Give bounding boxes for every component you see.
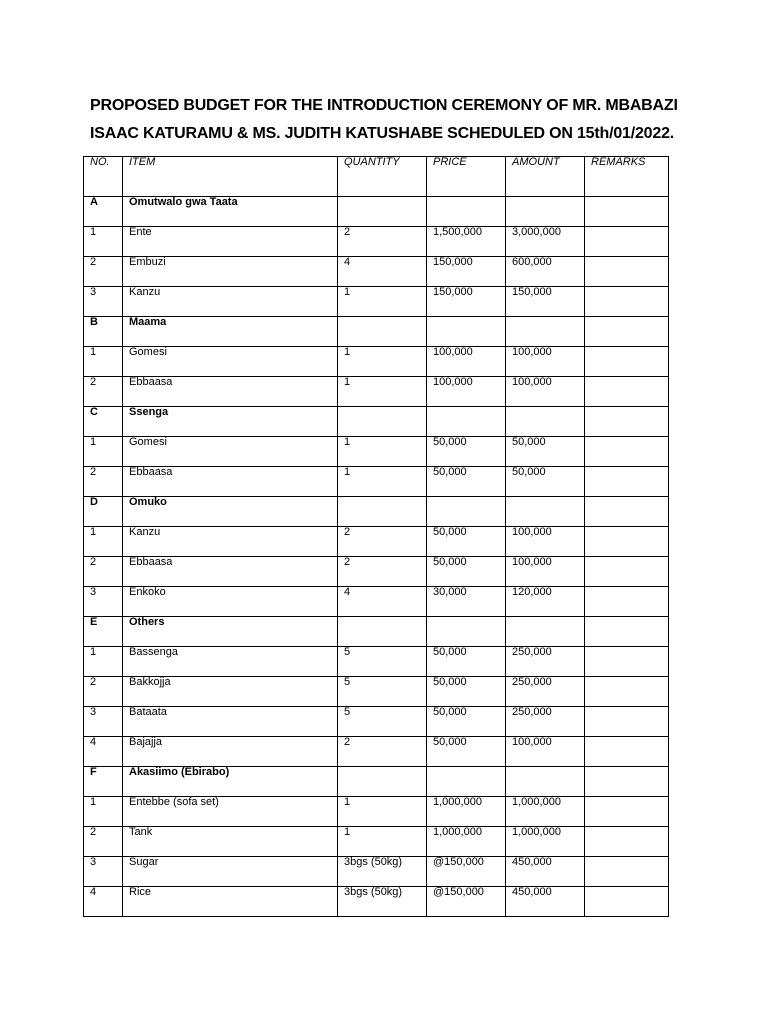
cell-remarks — [585, 497, 669, 527]
table-row — [84, 227, 669, 257]
cell-price: 150,000 — [427, 287, 506, 317]
cell-amount — [506, 497, 585, 527]
cell-no: 2 — [84, 557, 123, 587]
cell-item: Maama — [123, 317, 338, 347]
cell-no: F — [84, 767, 123, 797]
cell-item: Entebbe (sofa set) — [123, 797, 338, 827]
table-row — [84, 647, 669, 677]
cell-no: 2 — [84, 827, 123, 857]
cell-quantity: 2 — [338, 737, 427, 767]
cell-amount: 100,000 — [506, 527, 585, 557]
cell-price: 1,500,000 — [427, 227, 506, 257]
table-row — [84, 677, 669, 707]
cell-amount: 120,000 — [506, 587, 585, 617]
section-row — [84, 197, 669, 227]
cell-amount: 100,000 — [506, 557, 585, 587]
cell-no: 3 — [84, 857, 123, 887]
cell-quantity — [338, 197, 427, 227]
cell-quantity: 2 — [338, 557, 427, 587]
cell-remarks — [585, 527, 669, 557]
cell-price: 50,000 — [427, 557, 506, 587]
cell-item: Kanzu — [123, 287, 338, 317]
cell-price: @150,000 — [427, 887, 506, 917]
cell-quantity — [338, 407, 427, 437]
cell-amount: 600,000 — [506, 257, 585, 287]
cell-quantity — [338, 617, 427, 647]
budget-table — [83, 156, 669, 917]
cell-price — [427, 407, 506, 437]
cell-no: B — [84, 317, 123, 347]
cell-remarks — [585, 257, 669, 287]
cell-no: 2 — [84, 677, 123, 707]
cell-no: 2 — [84, 467, 123, 497]
cell-amount: 1,000,000 — [506, 797, 585, 827]
cell-quantity: 2 — [338, 527, 427, 557]
cell-quantity: 4 — [338, 587, 427, 617]
cell-amount — [506, 407, 585, 437]
cell-no: 3 — [84, 587, 123, 617]
cell-price: 100,000 — [427, 377, 506, 407]
section-row — [84, 497, 669, 527]
cell-remarks — [585, 767, 669, 797]
table-row — [84, 857, 669, 887]
cell-amount: 100,000 — [506, 737, 585, 767]
cell-remarks — [585, 557, 669, 587]
cell-item: Gomesi — [123, 437, 338, 467]
cell-remarks — [585, 827, 669, 857]
cell-no: 1 — [84, 797, 123, 827]
cell-price — [427, 317, 506, 347]
cell-price: @150,000 — [427, 857, 506, 887]
cell-quantity: 1 — [338, 347, 427, 377]
cell-remarks — [585, 287, 669, 317]
cell-remarks — [585, 407, 669, 437]
table-row — [84, 827, 669, 857]
cell-amount — [506, 617, 585, 647]
cell-remarks — [585, 377, 669, 407]
cell-quantity: 3bgs (50kg) — [338, 887, 427, 917]
title-line-2: ISAAC KATURAMU & MS. JUDITH KATUSHABE SCHEDULED ON 15th/01/2022. — [90, 125, 675, 142]
page-title — [90, 92, 690, 148]
cell-item: Enkoko — [123, 587, 338, 617]
cell-amount: 100,000 — [506, 347, 585, 377]
cell-amount: 1,000,000 — [506, 827, 585, 857]
cell-no: 2 — [84, 257, 123, 287]
cell-quantity: 5 — [338, 677, 427, 707]
table-row — [84, 737, 669, 767]
cell-no: 3 — [84, 287, 123, 317]
cell-remarks — [585, 197, 669, 227]
cell-price: 1,000,000 — [427, 797, 506, 827]
cell-item: Omutwalo gwa Taata — [123, 197, 338, 227]
cell-no: 1 — [84, 227, 123, 257]
table-row — [84, 467, 669, 497]
cell-item: Ebbaasa — [123, 557, 338, 587]
cell-quantity: 3bgs (50kg) — [338, 857, 427, 887]
cell-quantity: 1 — [338, 797, 427, 827]
cell-quantity — [338, 497, 427, 527]
cell-remarks — [585, 227, 669, 257]
cell-price: 50,000 — [427, 647, 506, 677]
table-row — [84, 377, 669, 407]
cell-remarks — [585, 857, 669, 887]
cell-quantity: 5 — [338, 707, 427, 737]
cell-remarks — [585, 677, 669, 707]
table-row — [84, 257, 669, 287]
cell-price: 150,000 — [427, 257, 506, 287]
cell-quantity — [338, 767, 427, 797]
cell-amount: 250,000 — [506, 707, 585, 737]
cell-price: 50,000 — [427, 527, 506, 557]
table-row — [84, 587, 669, 617]
cell-amount: 450,000 — [506, 887, 585, 917]
cell-amount: 450,000 — [506, 857, 585, 887]
cell-item: Ente — [123, 227, 338, 257]
table-body — [84, 197, 669, 917]
cell-amount: 100,000 — [506, 377, 585, 407]
cell-price: 1,000,000 — [427, 827, 506, 857]
cell-amount — [506, 197, 585, 227]
cell-no: 4 — [84, 887, 123, 917]
cell-quantity: 5 — [338, 647, 427, 677]
cell-price: 50,000 — [427, 707, 506, 737]
cell-amount: 250,000 — [506, 647, 585, 677]
cell-item: Bassenga — [123, 647, 338, 677]
cell-price: 30,000 — [427, 587, 506, 617]
section-row — [84, 317, 669, 347]
cell-no: 4 — [84, 737, 123, 767]
table-row — [84, 347, 669, 377]
cell-item: Sugar — [123, 857, 338, 887]
cell-item: Rice — [123, 887, 338, 917]
cell-quantity: 1 — [338, 377, 427, 407]
cell-remarks — [585, 737, 669, 767]
cell-no: A — [84, 197, 123, 227]
cell-item: Embuzi — [123, 257, 338, 287]
cell-price — [427, 197, 506, 227]
cell-price — [427, 617, 506, 647]
table-row — [84, 287, 669, 317]
cell-remarks — [585, 887, 669, 917]
table-row — [84, 887, 669, 917]
cell-price: 50,000 — [427, 677, 506, 707]
cell-no: 1 — [84, 437, 123, 467]
title-line-1: PROPOSED BUDGET FOR THE INTRODUCTION CEREMONY OF MR. MBABAZI — [90, 97, 678, 114]
header-no: NO. — [84, 157, 123, 197]
table-row — [84, 527, 669, 557]
cell-amount: 3,000,000 — [506, 227, 585, 257]
header-item: ITEM — [123, 157, 338, 197]
header-remarks: REMARKS — [585, 157, 669, 197]
cell-remarks — [585, 347, 669, 377]
cell-no: 2 — [84, 377, 123, 407]
cell-quantity: 1 — [338, 437, 427, 467]
cell-quantity: 2 — [338, 227, 427, 257]
header-quantity: QUANTITY — [338, 157, 427, 197]
cell-amount: 150,000 — [506, 287, 585, 317]
cell-no: 1 — [84, 347, 123, 377]
cell-quantity: 4 — [338, 257, 427, 287]
cell-item: Akasiimo (Ebirabo) — [123, 767, 338, 797]
cell-item: Others — [123, 617, 338, 647]
cell-item: Omuko — [123, 497, 338, 527]
cell-no: 3 — [84, 707, 123, 737]
section-row — [84, 617, 669, 647]
cell-no: C — [84, 407, 123, 437]
cell-no: 1 — [84, 527, 123, 557]
header-price: PRICE — [427, 157, 506, 197]
cell-item: Bajajja — [123, 737, 338, 767]
cell-item: Ebbaasa — [123, 377, 338, 407]
cell-price: 50,000 — [427, 437, 506, 467]
cell-remarks — [585, 587, 669, 617]
cell-price — [427, 497, 506, 527]
cell-remarks — [585, 617, 669, 647]
header-amount: AMOUNT — [506, 157, 585, 197]
cell-amount: 50,000 — [506, 437, 585, 467]
cell-quantity: 1 — [338, 287, 427, 317]
cell-remarks — [585, 707, 669, 737]
cell-price: 50,000 — [427, 737, 506, 767]
cell-item: Ebbaasa — [123, 467, 338, 497]
cell-quantity — [338, 317, 427, 347]
cell-item: Gomesi — [123, 347, 338, 377]
cell-remarks — [585, 647, 669, 677]
cell-quantity: 1 — [338, 467, 427, 497]
table-row — [84, 557, 669, 587]
cell-item: Bataata — [123, 707, 338, 737]
table-header-row — [84, 157, 669, 197]
section-row — [84, 767, 669, 797]
cell-no: D — [84, 497, 123, 527]
cell-no: E — [84, 617, 123, 647]
cell-price — [427, 767, 506, 797]
table-row — [84, 707, 669, 737]
cell-amount — [506, 767, 585, 797]
cell-quantity: 1 — [338, 827, 427, 857]
cell-remarks — [585, 317, 669, 347]
cell-amount: 250,000 — [506, 677, 585, 707]
cell-price: 50,000 — [427, 467, 506, 497]
cell-item: Ssenga — [123, 407, 338, 437]
cell-remarks — [585, 467, 669, 497]
table-row — [84, 797, 669, 827]
cell-no: 1 — [84, 647, 123, 677]
cell-amount — [506, 317, 585, 347]
cell-remarks — [585, 437, 669, 467]
cell-remarks — [585, 797, 669, 827]
cell-amount: 50,000 — [506, 467, 585, 497]
cell-price: 100,000 — [427, 347, 506, 377]
table-row — [84, 437, 669, 467]
cell-item: Kanzu — [123, 527, 338, 557]
section-row — [84, 407, 669, 437]
cell-item: Bakkojja — [123, 677, 338, 707]
cell-item: Tank — [123, 827, 338, 857]
